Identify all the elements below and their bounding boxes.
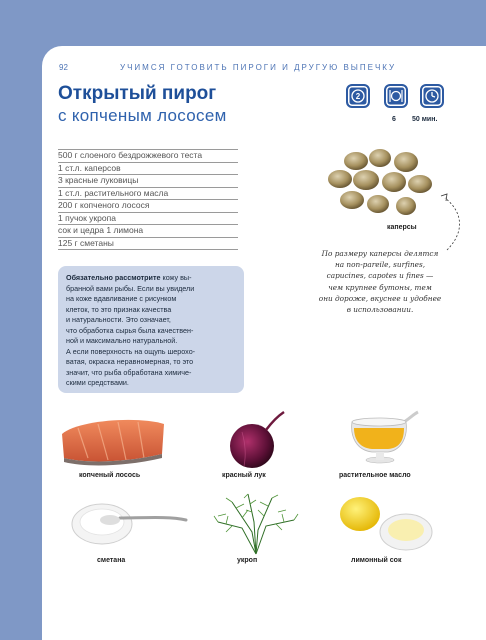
tip-box bbox=[58, 266, 244, 393]
tip-line: на коже вдавливание с рисунком bbox=[66, 294, 177, 303]
ingredient-item: 125 г сметаны bbox=[58, 238, 238, 251]
smoked-salmon-image bbox=[58, 414, 168, 466]
tip-line: значит, что рыба обработана химиче- bbox=[66, 367, 192, 377]
capers-label: каперсы bbox=[387, 224, 417, 231]
dill-label: укроп bbox=[237, 557, 258, 564]
cookbook-page bbox=[42, 46, 486, 640]
recipe-subtitle: с копченым лососем bbox=[58, 106, 227, 125]
ingredient-item: сок и цедра 1 лимона bbox=[58, 225, 238, 238]
capers-note-line: они дороже, вкуснее и удобнее bbox=[318, 293, 442, 303]
smoked-salmon-label: копченый лосось bbox=[79, 472, 141, 479]
tip-line: что обработка сырья была качествен- bbox=[66, 325, 194, 335]
ingredient-item: 200 г копченого лосося bbox=[58, 200, 238, 213]
tip-line: ватая, окраска неравномерная, то это bbox=[66, 357, 194, 366]
red-onion-image bbox=[222, 408, 292, 472]
ingredient-list bbox=[58, 149, 238, 250]
svg-text:2: 2 bbox=[355, 92, 361, 101]
lemon-juice-label: лимонный сок bbox=[351, 557, 402, 564]
tip-line: кожу вы- bbox=[160, 273, 192, 282]
tip-line: А если поверхность на ощупь шерохо- bbox=[66, 346, 196, 356]
ingredient-item: 1 ст.л. растительного масла bbox=[58, 188, 238, 201]
ingredient-item: 3 красные луковицы bbox=[58, 175, 238, 188]
capers-note-line: на non-pareile, surfines, bbox=[334, 260, 426, 270]
chapter-header: УЧИМСЯ ГОТОВИТЬ ПИРОГИ И ДРУГУЮ ВЫПЕЧКУ bbox=[120, 63, 397, 72]
tip-line: и натуральности. Это означает, bbox=[66, 315, 171, 324]
capers-note-line: чем крупнее бутоны, тем bbox=[328, 282, 432, 292]
capers-note bbox=[310, 248, 450, 315]
dill-image bbox=[212, 492, 300, 556]
red-onion-label: красный лук bbox=[222, 472, 266, 479]
ingredient-item: 500 г слоеного бездрожжевого теста bbox=[58, 149, 238, 163]
page-number: 92 bbox=[59, 63, 68, 72]
capers-note-line: По размеру каперсы делятся bbox=[321, 249, 439, 258]
tip-line: ной и максимально натуральной. bbox=[66, 336, 178, 345]
difficulty-2-icon bbox=[346, 84, 370, 108]
time-value: 50 мин. bbox=[412, 116, 438, 123]
clock-icon bbox=[420, 84, 444, 108]
ingredient-item: 1 ст.л. каперсов bbox=[58, 163, 238, 176]
capers-image bbox=[318, 146, 443, 226]
lemon-juice-image bbox=[332, 492, 442, 556]
ingredient-item: 1 пучок укропа bbox=[58, 213, 238, 226]
tip-lead: Обязательно рассмотрите bbox=[66, 273, 161, 282]
vegetable-oil-label: растительное масло bbox=[339, 472, 411, 479]
sour-cream-label: сметана bbox=[97, 557, 126, 564]
pointer-arrow bbox=[427, 192, 472, 252]
vegetable-oil-image bbox=[342, 406, 420, 466]
capers-note-line: capucines, capotes и fines — bbox=[326, 271, 434, 281]
tip-line: бранной вами рыбы. Если вы увидели bbox=[66, 283, 195, 293]
sour-cream-image bbox=[70, 496, 190, 552]
servings-value: 6 bbox=[392, 116, 396, 123]
tip-line: клеток, то это признак качества bbox=[66, 304, 172, 314]
plate-cutlery-icon bbox=[384, 84, 408, 108]
recipe-title: Открытый пирог bbox=[58, 83, 217, 104]
capers-note-line: в использовании. bbox=[346, 305, 414, 315]
tip-line: скими средствами. bbox=[66, 378, 129, 387]
